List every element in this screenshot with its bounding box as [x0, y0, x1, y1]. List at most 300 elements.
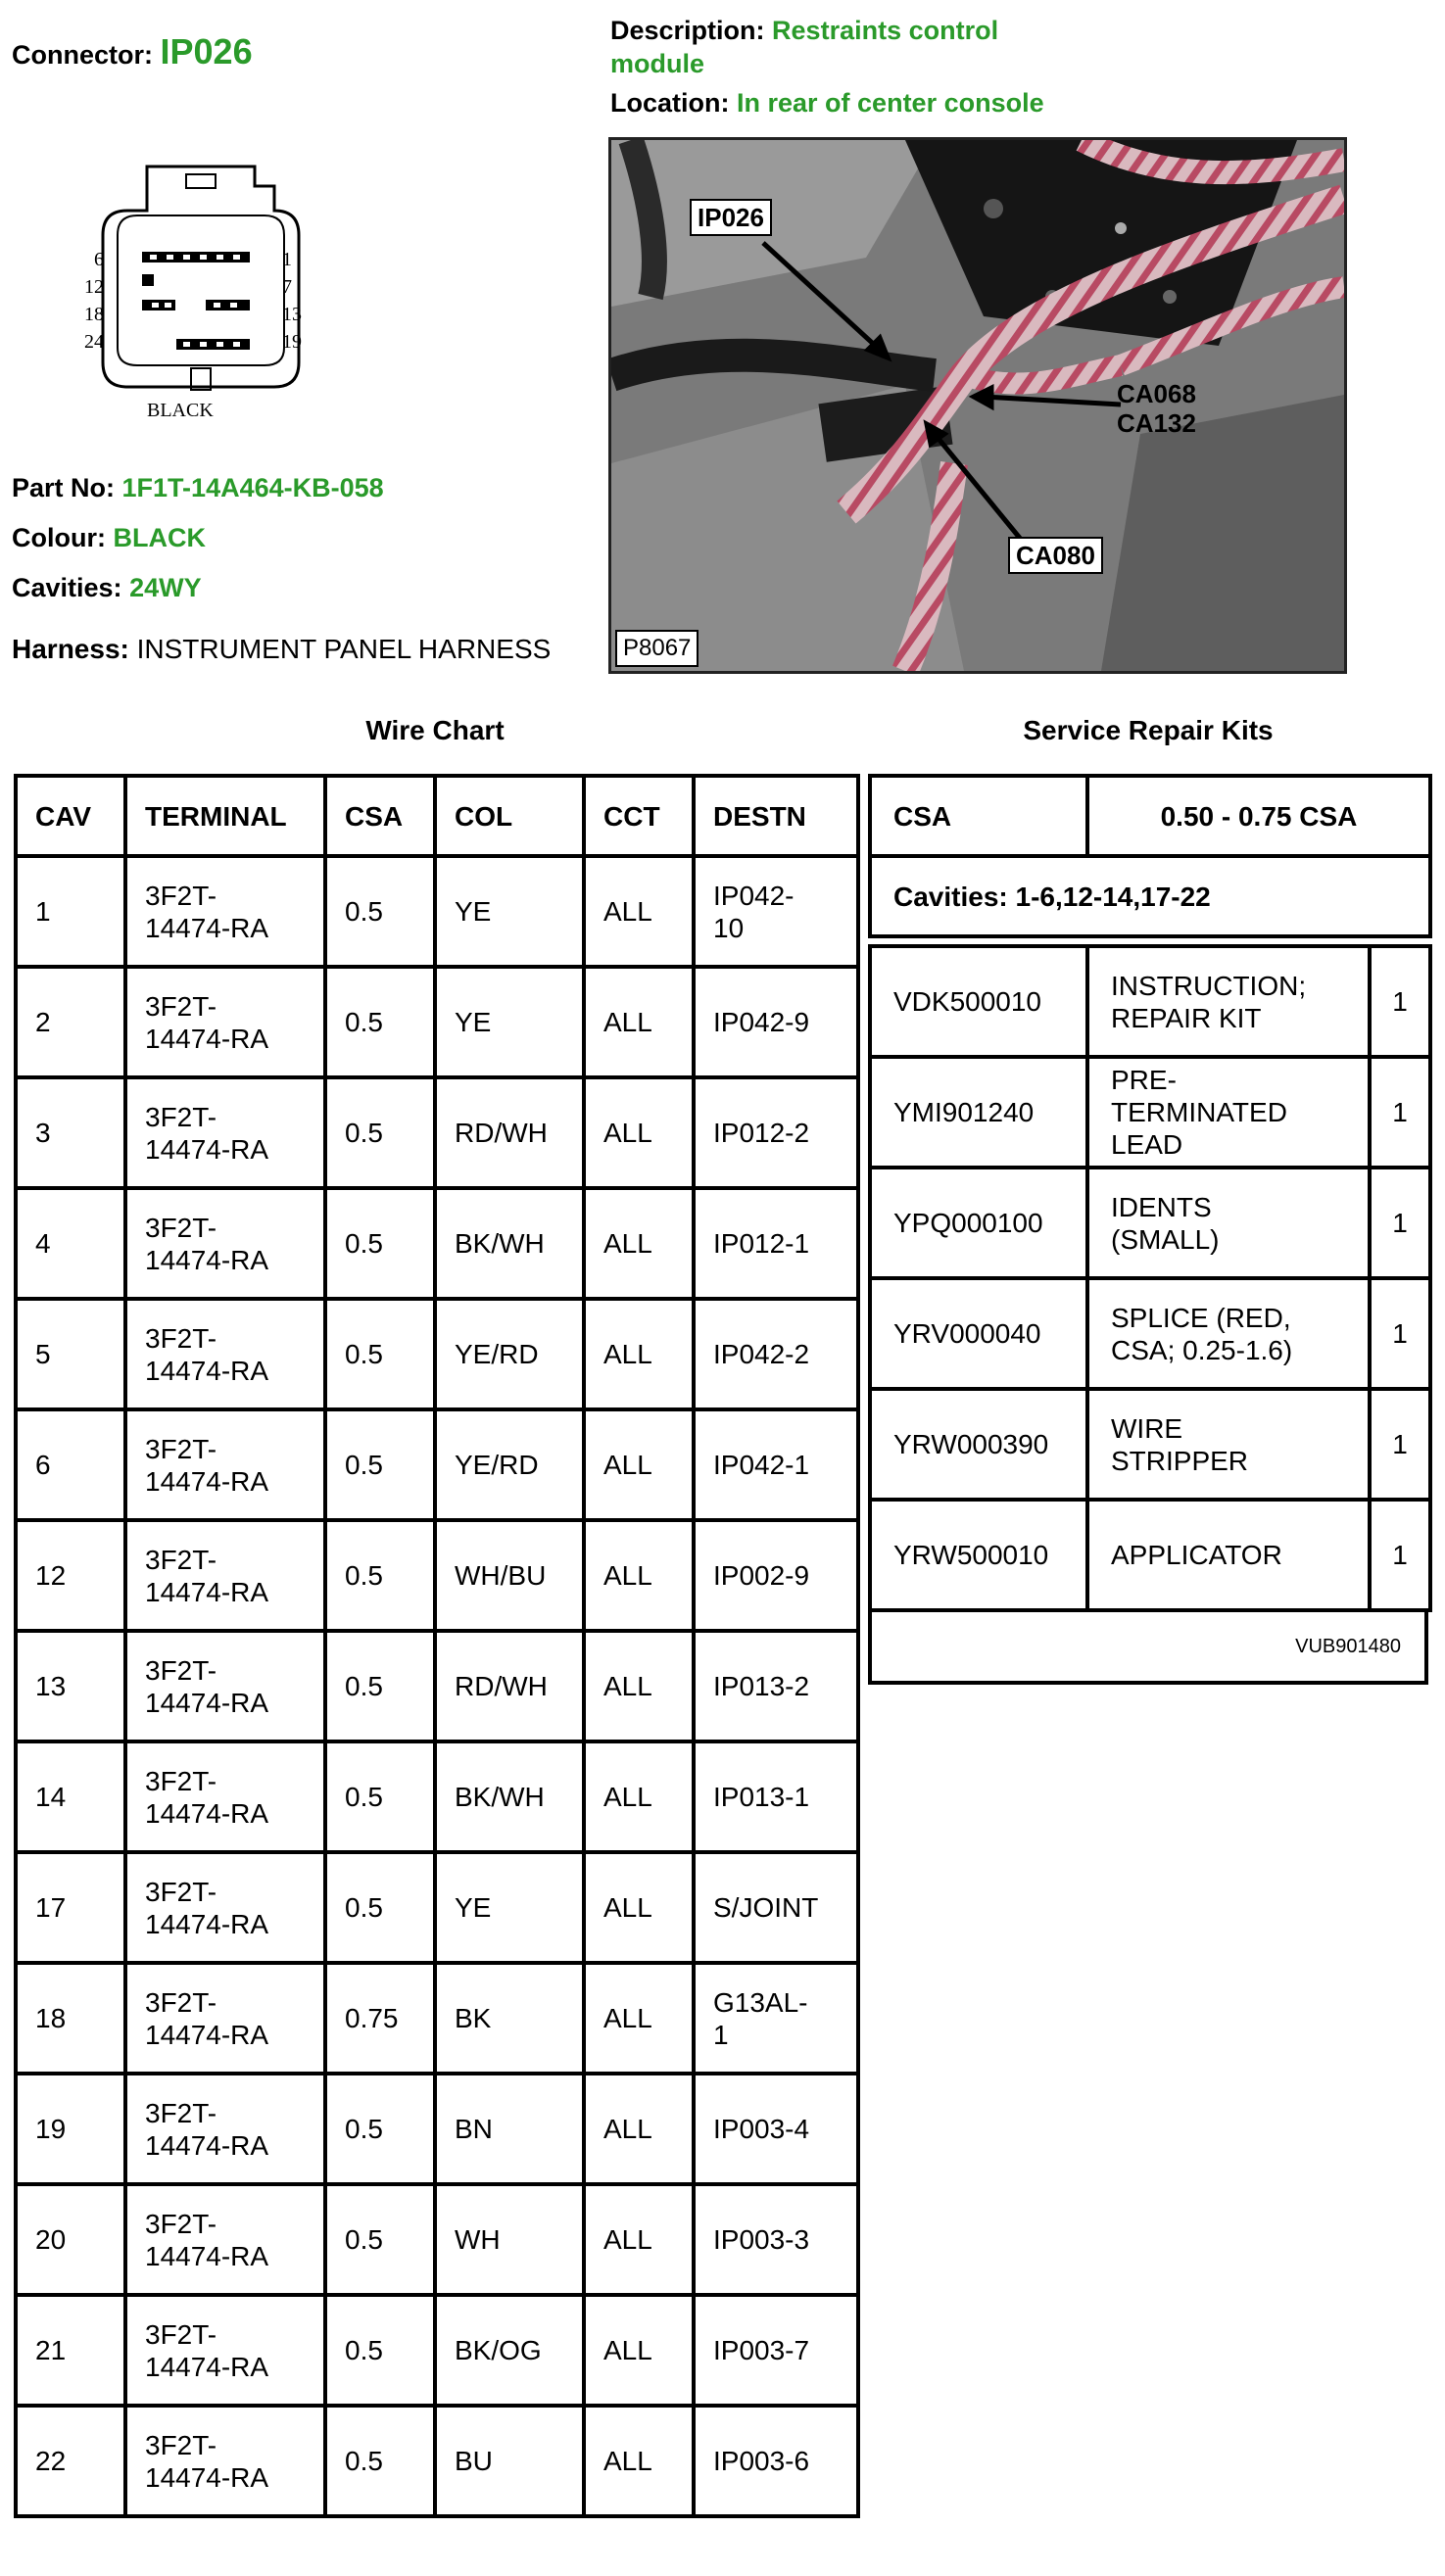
cell-destn: [694, 1631, 858, 1741]
cell-cct-text: ALL: [603, 1892, 652, 1923]
cell-cct-text: ALL: [603, 1782, 652, 1812]
cell-terminal-text: 14474-RA: [145, 912, 269, 943]
cell-cct: [584, 1852, 694, 1963]
kit-row: [870, 1278, 1430, 1389]
cell-cav: [16, 2184, 125, 2295]
cell-destn: [694, 1299, 858, 1409]
kit-code: YMI901240: [870, 1057, 1087, 1168]
cell-col: [435, 1963, 584, 2074]
cell-csa: [325, 967, 435, 1077]
cell-terminal-text: 14474-RA: [145, 1244, 269, 1275]
cell-terminal: [125, 1188, 325, 1299]
cell-terminal-text: 14474-RA: [145, 1797, 269, 1829]
cell-cct-text: ALL: [603, 896, 652, 927]
cell-terminal-text: 3F2T-: [145, 1212, 217, 1243]
wire-chart-header-row: [16, 776, 858, 856]
cell-col: [435, 1409, 584, 1520]
cell-destn-text: 10: [713, 912, 745, 943]
wire-chart-table: [14, 774, 860, 2518]
photo-tag-ca068: CA068: [1117, 379, 1196, 408]
kit-description-line: SPLICE (RED,: [1111, 1302, 1291, 1333]
cell-destn: [694, 1963, 858, 2074]
cell-terminal: [125, 1631, 325, 1741]
table-row: [16, 1741, 858, 1852]
cell-terminal-text: 3F2T-: [145, 1765, 217, 1796]
kit-description: [1087, 1389, 1370, 1500]
kits-header-range: 0.50 - 0.75 CSA: [1087, 776, 1430, 856]
photo-tag-ca132: CA132: [1117, 408, 1196, 438]
table-row: [16, 1409, 858, 1520]
cell-terminal-text: 3F2T-: [145, 2097, 217, 2128]
cell-csa-text: 0.5: [345, 2335, 383, 2365]
cell-cct-text: ALL: [603, 1671, 652, 1701]
cell-cav-text: 14: [35, 1782, 67, 1812]
cell-col-text: BK: [455, 2003, 492, 2033]
cell-terminal-text: 14474-RA: [145, 1465, 269, 1497]
cell-terminal-text: 3F2T-: [145, 2429, 217, 2460]
part-no-info: [12, 473, 384, 503]
cell-terminal-text: 14474-RA: [145, 1023, 269, 1054]
cell-terminal-text: 3F2T-: [145, 1544, 217, 1575]
kit-row: [870, 1168, 1430, 1278]
table-row: [16, 967, 858, 1077]
kit-code: YRW500010: [870, 1500, 1087, 1610]
cell-cav-text: 13: [35, 1671, 67, 1701]
table-row: [16, 1299, 858, 1409]
cell-terminal: [125, 1520, 325, 1631]
cell-col: [435, 2295, 584, 2406]
cell-destn-text: IP042-9: [713, 1007, 810, 1037]
cell-col: [435, 1631, 584, 1741]
cell-csa: [325, 2184, 435, 2295]
cell-cct: [584, 2295, 694, 2406]
connector-info: [12, 31, 253, 72]
cell-terminal-text: 14474-RA: [145, 1687, 269, 1718]
kit-qty: 1: [1370, 1057, 1430, 1168]
cell-terminal-text: 14474-RA: [145, 1133, 269, 1165]
pin-label: 6: [94, 249, 104, 270]
cavities-label: Cavities:: [12, 573, 122, 602]
kits-footer: [868, 1612, 1428, 1685]
cell-cct: [584, 856, 694, 967]
cell-cav-text: 22: [35, 2446, 67, 2476]
service-kits-panel: [868, 774, 1428, 1685]
cell-csa-text: 0.5: [345, 1007, 383, 1037]
kit-description-line: CSA; 0.25-1.6): [1111, 1334, 1293, 1365]
kit-description-line: PRE-: [1111, 1065, 1177, 1095]
cell-cav: [16, 1299, 125, 1409]
service-kits-title: Service Repair Kits: [1023, 715, 1274, 745]
cell-terminal: [125, 856, 325, 967]
kit-description: [1087, 1500, 1370, 1610]
cell-destn-text: IP042-1: [713, 1450, 810, 1480]
cell-csa: [325, 1409, 435, 1520]
cell-cav-text: 21: [35, 2335, 67, 2365]
cell-csa-text: 0.5: [345, 2446, 383, 2476]
cell-terminal-text: 3F2T-: [145, 1101, 217, 1132]
kit-description-line: IDENTS: [1111, 1191, 1212, 1222]
table-row: [16, 1520, 858, 1631]
cell-col: [435, 856, 584, 967]
kit-qty: 1: [1370, 1500, 1430, 1610]
cell-col-text: YE: [455, 1892, 492, 1923]
cell-cct-text: ALL: [603, 2224, 652, 2255]
cell-cav: [16, 2295, 125, 2406]
cell-destn-text: IP042-2: [713, 1339, 810, 1369]
pin-label: 7: [282, 276, 292, 298]
cell-csa: [325, 1188, 435, 1299]
cell-csa-text: 0.5: [345, 1339, 383, 1369]
cell-csa-text: 0.5: [345, 1782, 383, 1812]
kit-qty: 1: [1370, 1278, 1430, 1389]
cell-cav: [16, 967, 125, 1077]
connector-pins-right: [282, 246, 302, 356]
cell-cav-text: 3: [35, 1118, 51, 1148]
cell-col-text: BK/OG: [455, 2335, 542, 2365]
cell-csa: [325, 1299, 435, 1409]
cell-cav: [16, 1188, 125, 1299]
cavities-info: [12, 573, 202, 603]
cell-csa-text: 0.5: [345, 1560, 383, 1591]
kit-description: [1087, 1057, 1370, 1168]
table-row: [16, 1077, 858, 1188]
cell-terminal-text: 3F2T-: [145, 880, 217, 911]
cell-terminal-text: 3F2T-: [145, 1986, 217, 2018]
cell-cav-text: 12: [35, 1560, 67, 1591]
cell-col: [435, 1077, 584, 1188]
location-info: [610, 88, 1044, 119]
cell-destn: [694, 1409, 858, 1520]
cell-col-text: BN: [455, 2114, 493, 2144]
connector-color-label: BLACK: [147, 400, 214, 421]
cell-csa: [325, 2074, 435, 2184]
cell-cav: [16, 2074, 125, 2184]
colour-label: Colour:: [12, 523, 106, 552]
cell-cct-text: ALL: [603, 1228, 652, 1259]
cell-cct-text: ALL: [603, 2114, 652, 2144]
cell-destn-text: 1: [713, 2019, 729, 2050]
cell-destn-text: IP002-9: [713, 1560, 810, 1591]
wire-chart-title: Wire Chart: [365, 715, 505, 745]
cell-destn-text: IP042-: [713, 880, 795, 911]
cell-cav-text: 1: [35, 896, 51, 927]
kit-qty: 1: [1370, 1389, 1430, 1500]
part-no-label: Part No:: [12, 473, 116, 502]
harness-label: Harness:: [12, 634, 129, 664]
cell-destn: [694, 967, 858, 1077]
cell-terminal-text: 3F2T-: [145, 2318, 217, 2350]
table-row: [16, 2184, 858, 2295]
description-value-line1: Restraints control: [772, 16, 999, 45]
cell-col-text: RD/WH: [455, 1671, 548, 1701]
pin-label: 13: [282, 304, 302, 325]
cell-cav: [16, 1409, 125, 1520]
connector-pins-left: [76, 246, 104, 356]
service-kits-table: [868, 774, 1432, 1612]
table-row: [16, 1631, 858, 1741]
cell-cav: [16, 1077, 125, 1188]
cell-col: [435, 2074, 584, 2184]
cell-col: [435, 1852, 584, 1963]
cell-destn: [694, 1520, 858, 1631]
cell-csa: [325, 1852, 435, 1963]
header-col: COL: [435, 776, 584, 856]
cell-terminal: [125, 1409, 325, 1520]
cell-terminal-text: 14474-RA: [145, 2240, 269, 2271]
cell-cct-text: ALL: [603, 2446, 652, 2476]
photo-tag-ip026: IP026: [690, 199, 772, 236]
cell-col-text: YE: [455, 1007, 492, 1037]
cell-csa-text: 0.5: [345, 2114, 383, 2144]
header-csa: CSA: [325, 776, 435, 856]
cell-destn: [694, 1852, 858, 1963]
kits-cavities-row: [870, 856, 1430, 936]
kit-description: [1087, 946, 1370, 1057]
kit-code: VDK500010: [870, 946, 1087, 1057]
cell-cav: [16, 1741, 125, 1852]
cell-terminal: [125, 1077, 325, 1188]
cell-col-text: YE/RD: [455, 1339, 539, 1369]
kit-code: YRV000040: [870, 1278, 1087, 1389]
kit-description: [1087, 1168, 1370, 1278]
cell-terminal: [125, 1963, 325, 2074]
cell-cct: [584, 1631, 694, 1741]
cell-destn-text: IP003-6: [713, 2446, 810, 2476]
cell-cav: [16, 1852, 125, 1963]
header-destn: DESTN: [694, 776, 858, 856]
kit-description-line: LEAD: [1111, 1129, 1183, 1160]
cell-destn: [694, 2406, 858, 2516]
cell-destn-text: IP012-2: [713, 1118, 810, 1148]
cell-cct: [584, 2184, 694, 2295]
description-info: [610, 14, 998, 80]
cell-cct: [584, 1299, 694, 1409]
cell-csa: [325, 2295, 435, 2406]
photo-tag-ca068-ca132: [1111, 377, 1202, 440]
header-terminal: TERMINAL: [125, 776, 325, 856]
kit-description-line: APPLICATOR: [1111, 1540, 1282, 1570]
cell-terminal: [125, 2295, 325, 2406]
cell-col: [435, 1299, 584, 1409]
cell-cav-text: 2: [35, 1007, 51, 1037]
cell-destn: [694, 1077, 858, 1188]
cell-terminal-text: 14474-RA: [145, 1576, 269, 1607]
cell-destn: [694, 2074, 858, 2184]
cell-terminal-text: 14474-RA: [145, 2461, 269, 2493]
cell-cav: [16, 856, 125, 967]
cell-cav-text: 5: [35, 1339, 51, 1369]
pin-label: 12: [84, 276, 104, 298]
cell-cct: [584, 1520, 694, 1631]
cell-cav-text: 20: [35, 2224, 67, 2255]
kit-qty: 1: [1370, 946, 1430, 1057]
cell-col: [435, 2406, 584, 2516]
table-row: [16, 1188, 858, 1299]
pin-label: 18: [84, 304, 104, 325]
photo-tag-ca080: CA080: [1008, 537, 1103, 574]
kits-header-row: [870, 776, 1430, 856]
cell-terminal: [125, 2184, 325, 2295]
photo-ref: P8067: [615, 630, 698, 667]
cell-cav-text: 4: [35, 1228, 51, 1259]
kit-row: [870, 1500, 1430, 1610]
cell-cct-text: ALL: [603, 2003, 652, 2033]
cell-destn: [694, 2184, 858, 2295]
cell-csa: [325, 856, 435, 967]
cell-cct-text: ALL: [603, 1560, 652, 1591]
cell-destn: [694, 1188, 858, 1299]
kit-code: YPQ000100: [870, 1168, 1087, 1278]
cell-terminal-text: 14474-RA: [145, 2351, 269, 2382]
cell-terminal: [125, 967, 325, 1077]
harness-value: INSTRUMENT PANEL HARNESS: [136, 634, 552, 664]
cell-cav: [16, 1631, 125, 1741]
cell-terminal-text: 3F2T-: [145, 1654, 217, 1686]
table-row: [16, 1852, 858, 1963]
colour-info: [12, 523, 206, 553]
cell-destn: [694, 856, 858, 967]
cell-col: [435, 1741, 584, 1852]
connector-id: IP026: [160, 31, 253, 72]
cell-terminal-text: 14474-RA: [145, 2019, 269, 2050]
cell-csa: [325, 1741, 435, 1852]
cell-cct: [584, 1077, 694, 1188]
cell-csa-text: 0.5: [345, 1671, 383, 1701]
pin-label: 24: [84, 331, 104, 353]
cell-col-text: BU: [455, 2446, 493, 2476]
cell-csa-text: 0.5: [345, 2224, 383, 2255]
description-label: Description:: [610, 16, 765, 45]
location-label: Location:: [610, 88, 730, 118]
cell-cct-text: ALL: [603, 1007, 652, 1037]
connector-label: Connector:: [12, 40, 153, 70]
cell-csa: [325, 1077, 435, 1188]
cell-terminal: [125, 1741, 325, 1852]
cell-cct-text: ALL: [603, 2335, 652, 2365]
cell-csa-text: 0.5: [345, 1228, 383, 1259]
cell-col: [435, 2184, 584, 2295]
cell-destn-text: IP003-3: [713, 2224, 810, 2255]
cell-cct: [584, 1409, 694, 1520]
cell-terminal-text: 3F2T-: [145, 1433, 217, 1464]
cell-col: [435, 1188, 584, 1299]
cell-cct: [584, 2074, 694, 2184]
cell-col-text: BK/WH: [455, 1228, 545, 1259]
cell-destn-text: IP013-1: [713, 1782, 810, 1812]
cell-col-text: YE/RD: [455, 1450, 539, 1480]
cell-terminal-text: 3F2T-: [145, 990, 217, 1022]
cell-terminal-text: 3F2T-: [145, 1322, 217, 1354]
cell-cav-text: 17: [35, 1892, 67, 1923]
cell-destn-text: IP012-1: [713, 1228, 810, 1259]
table-row: [16, 2074, 858, 2184]
cell-col: [435, 1520, 584, 1631]
cell-col-text: WH: [455, 2224, 501, 2255]
cell-cct-text: ALL: [603, 1450, 652, 1480]
location-value: In rear of center console: [737, 88, 1044, 118]
cell-col-text: WH/BU: [455, 1560, 547, 1591]
cell-cct: [584, 1963, 694, 2074]
cell-cav: [16, 2406, 125, 2516]
cell-csa: [325, 2406, 435, 2516]
cell-cav: [16, 1963, 125, 2074]
kit-row: [870, 1389, 1430, 1500]
cell-csa-text: 0.75: [345, 2003, 399, 2033]
cell-cav-text: 18: [35, 2003, 67, 2033]
cell-csa-text: 0.5: [345, 1450, 383, 1480]
cell-destn-text: IP003-4: [713, 2114, 810, 2144]
cell-csa: [325, 1631, 435, 1741]
cell-col-text: BK/WH: [455, 1782, 545, 1812]
colour-value: BLACK: [113, 523, 206, 552]
cell-cct: [584, 1741, 694, 1852]
kit-description-line: (SMALL): [1111, 1223, 1220, 1255]
kit-row: [870, 1057, 1430, 1168]
kit-description-line: INSTRUCTION;: [1111, 970, 1307, 1001]
cell-terminal-text: 14474-RA: [145, 1355, 269, 1386]
cell-terminal-text: 3F2T-: [145, 2208, 217, 2239]
cell-cct-text: ALL: [603, 1118, 652, 1148]
cell-terminal: [125, 2406, 325, 2516]
cell-csa-text: 0.5: [345, 1892, 383, 1923]
table-row: [16, 2406, 858, 2516]
cell-terminal: [125, 1299, 325, 1409]
cavities-value: 24WY: [129, 573, 202, 602]
kit-description-line: STRIPPER: [1111, 1445, 1249, 1476]
cell-destn: [694, 2295, 858, 2406]
cell-destn-text: S/JOINT: [713, 1892, 819, 1923]
cell-csa: [325, 1520, 435, 1631]
cell-destn-text: IP003-7: [713, 2335, 810, 2365]
kit-qty: 1: [1370, 1168, 1430, 1278]
cell-cav: [16, 1520, 125, 1631]
cell-col-text: YE: [455, 896, 492, 927]
cell-destn-text: G13AL-: [713, 1986, 808, 2018]
kits-header-csa: CSA: [870, 776, 1087, 856]
kit-row: [870, 946, 1430, 1057]
cell-cct: [584, 1188, 694, 1299]
kit-description-line: REPAIR KIT: [1111, 1002, 1262, 1033]
cell-csa: [325, 1963, 435, 2074]
table-row: [16, 1963, 858, 2074]
cell-csa-text: 0.5: [345, 1118, 383, 1148]
cell-csa-text: 0.5: [345, 896, 383, 927]
cell-terminal-text: 14474-RA: [145, 1908, 269, 1939]
cell-cav-text: 6: [35, 1450, 51, 1480]
cell-destn-text: IP013-2: [713, 1671, 810, 1701]
kit-code: YRW000390: [870, 1389, 1087, 1500]
kit-description-line: WIRE: [1111, 1412, 1183, 1444]
cell-cct: [584, 2406, 694, 2516]
kits-footer-code: VUB901480: [1295, 1635, 1401, 1657]
cell-terminal: [125, 2074, 325, 2184]
pin-label: 1: [282, 249, 292, 270]
cell-col: [435, 967, 584, 1077]
cell-destn: [694, 1741, 858, 1852]
cell-cct: [584, 967, 694, 1077]
cell-col-text: RD/WH: [455, 1118, 548, 1148]
kit-description: [1087, 1278, 1370, 1389]
cell-cav-text: 19: [35, 2114, 67, 2144]
part-no-value: 1F1T-14A464-KB-058: [121, 473, 384, 502]
cell-terminal-text: 14474-RA: [145, 2129, 269, 2161]
header-cct: CCT: [584, 776, 694, 856]
location-photo: [608, 137, 1347, 674]
harness-info: [12, 634, 551, 665]
cell-cct-text: ALL: [603, 1339, 652, 1369]
header-cav: CAV: [16, 776, 125, 856]
table-row: [16, 856, 858, 967]
